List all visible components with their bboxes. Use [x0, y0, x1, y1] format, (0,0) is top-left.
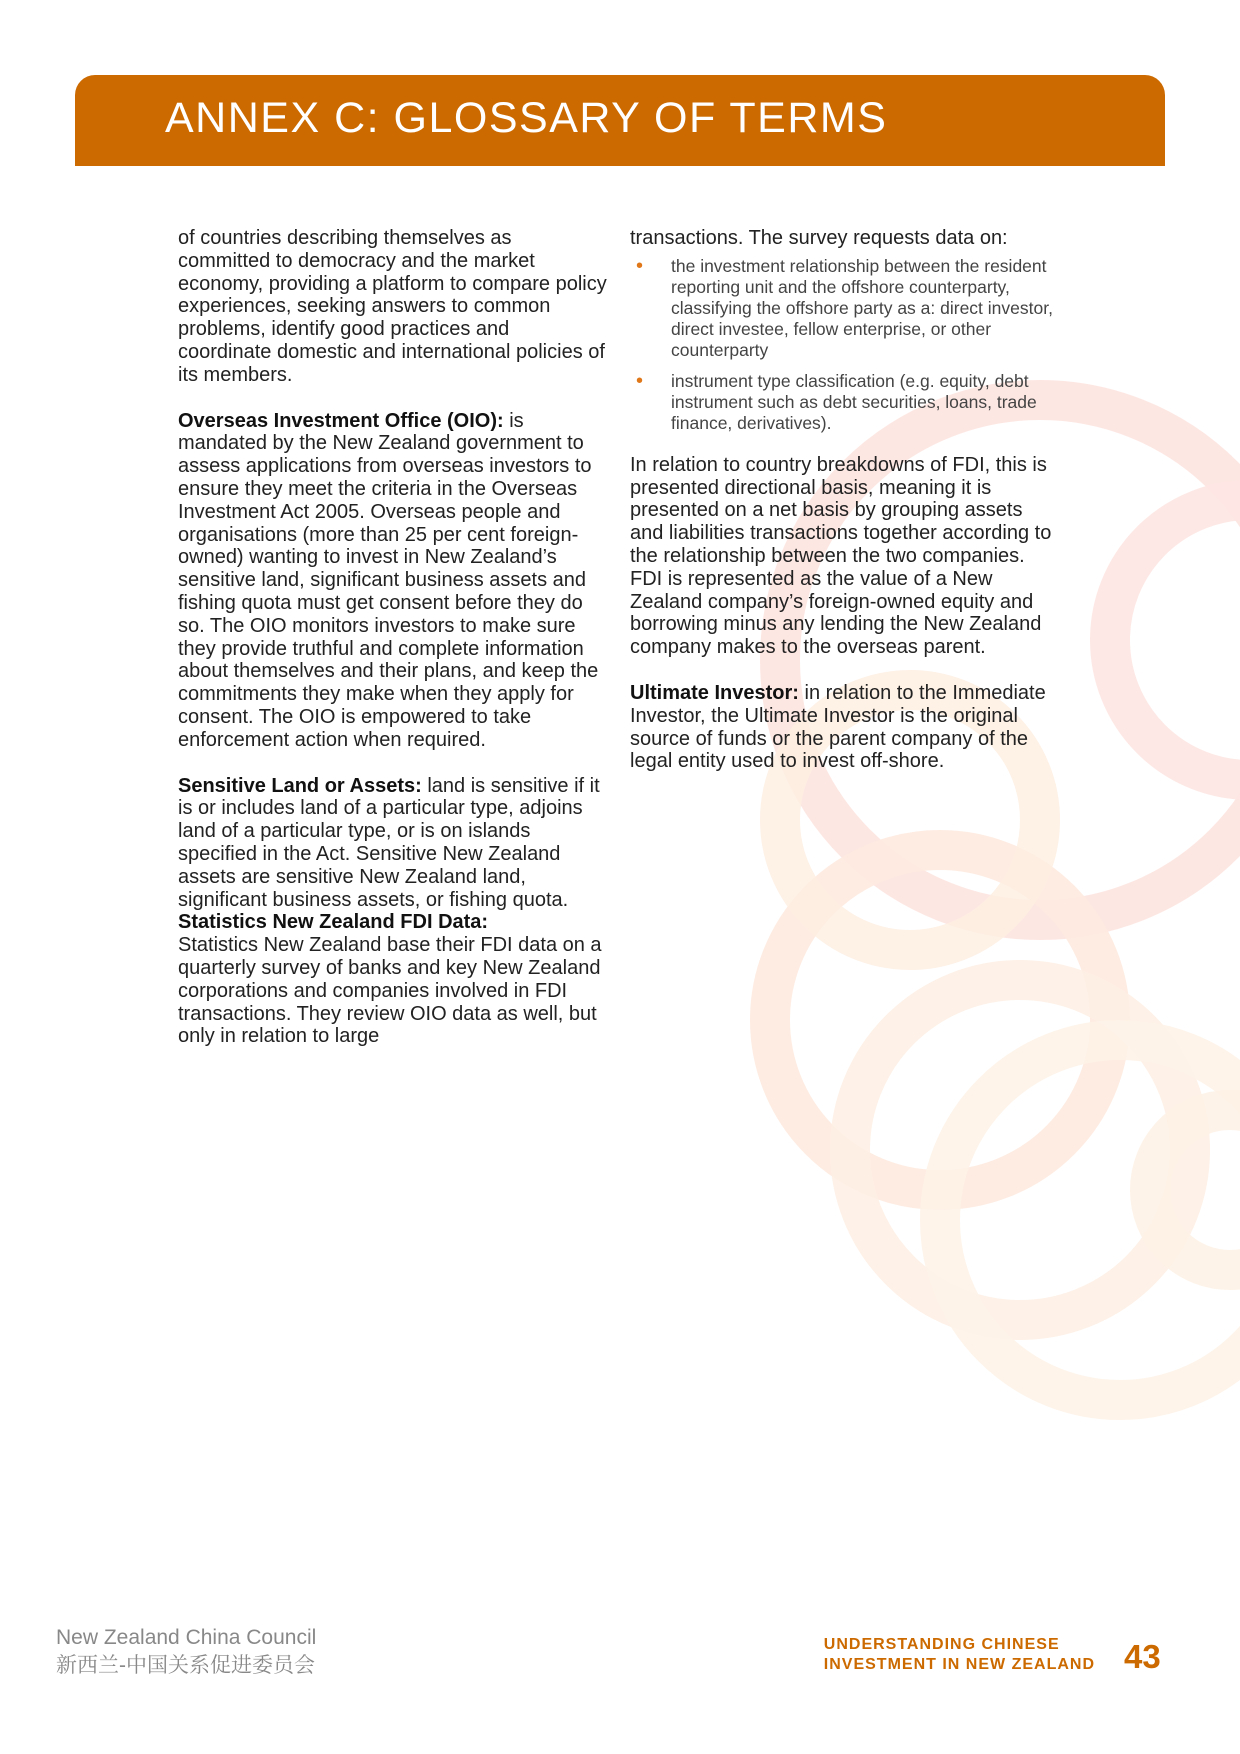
glossary-definition: is mandated by the New Zealand government to assess applications from overseas investors to ensure they meet the criteria in the Overseas Investment Act 2005. Overseas people and organisations (more than 25 per cent foreign-owned) wanting to invest in New Zealand’s sensitive land, significant business assets and fishing quota must get consent before they do so. The OIO monitors investors to make sure they provide truthful and complete information about themselves and their plans, and keep the commitments they make when they apply for consent. The OIO is empowered to take enforcement action when required.: [178, 409, 599, 751]
list-item-text: instrument type classification (e.g. equity, debt instrument such as debt securities, loans, trade finance, derivatives).: [671, 370, 1037, 433]
page-number: 43: [1124, 1638, 1161, 1675]
glossary-entry-sensitive-land: [178, 775, 608, 912]
header-band: [75, 75, 1165, 166]
list-item: [630, 371, 1060, 434]
glossary-entry-stats-nz: [178, 911, 608, 1048]
glossary-term: Sensitive Land or Assets:: [178, 774, 422, 797]
glossary-term: Statistics New Zealand FDI Data:: [178, 911, 489, 934]
org-name-chinese: 新西兰-中国关系促进委员会: [56, 1654, 315, 1677]
glossary-term: Ultimate Investor:: [630, 681, 799, 704]
left-column: [178, 227, 608, 1071]
right-column: [630, 227, 1060, 796]
list-item-text: the investment relationship between the resident reporting unit and the offshore counterparty, classifying the offshore party as a: direct investor, direct investee, fellow enterprise, or other counterparty: [671, 255, 1053, 360]
glossary-definition: land is sensitive if it is or includes land of a particular type, adjoins land of a particular type, or is on islands specified in the Act. Sensitive New Zealand assets are sensitive New Zealand land, significant business assets, or fishing quota.: [178, 774, 600, 911]
fdi-breakdown-paragraph: In relation to country breakdowns of FDI, this is presented directional basis, meaning it is presented on a net basis by grouping assets and liabilities transactions together according to the relationship between the two companies. FDI is represented as the value of a New Zealand company’s foreign-owned equity and borrowing minus any lending the New Zealand company makes to the overseas parent.: [630, 453, 1052, 659]
glossary-definition: in relation to the Immediate Investor, the Ultimate Investor is the original source of funds or the parent company of the legal entity used to invest off-shore.: [630, 681, 1046, 773]
glossary-term: Overseas Investment Office (OIO):: [178, 409, 504, 432]
bullet-list: [630, 256, 1060, 434]
bullet-icon: •: [636, 369, 644, 392]
bullet-icon: •: [636, 254, 644, 277]
continuation-text: transactions. The survey requests data on:: [630, 227, 1008, 249]
glossary-definition: Statistics New Zealand base their FDI data on a quarterly survey of banks and key New Zealand corporations and companies involved in FDI transactions. They review OIO data as well, but only in relation to large: [178, 934, 602, 1048]
list-item: [630, 256, 1060, 361]
org-name-english: New Zealand China Council: [56, 1626, 317, 1649]
glossary-entry-ultimate-investor: [630, 682, 1060, 773]
footer-publication-title: [824, 1635, 1095, 1675]
intro-paragraph: of countries describing themselves as committed to democracy and the market economy, providing a platform to compare policy experiences, seeking answers to common problems, identify good practices and coordinate domestic and international policies of its members.: [178, 227, 607, 386]
page-title: ANNEX C: GLOSSARY OF TERMS: [165, 94, 888, 142]
footer-organization: [56, 1624, 316, 1680]
publication-title-line1: UNDERSTANDING CHINESE: [823, 1636, 1060, 1653]
publication-title-line2: INVESTMENT IN NEW ZEALAND: [823, 1656, 1095, 1673]
glossary-entry-oio: [178, 410, 608, 752]
